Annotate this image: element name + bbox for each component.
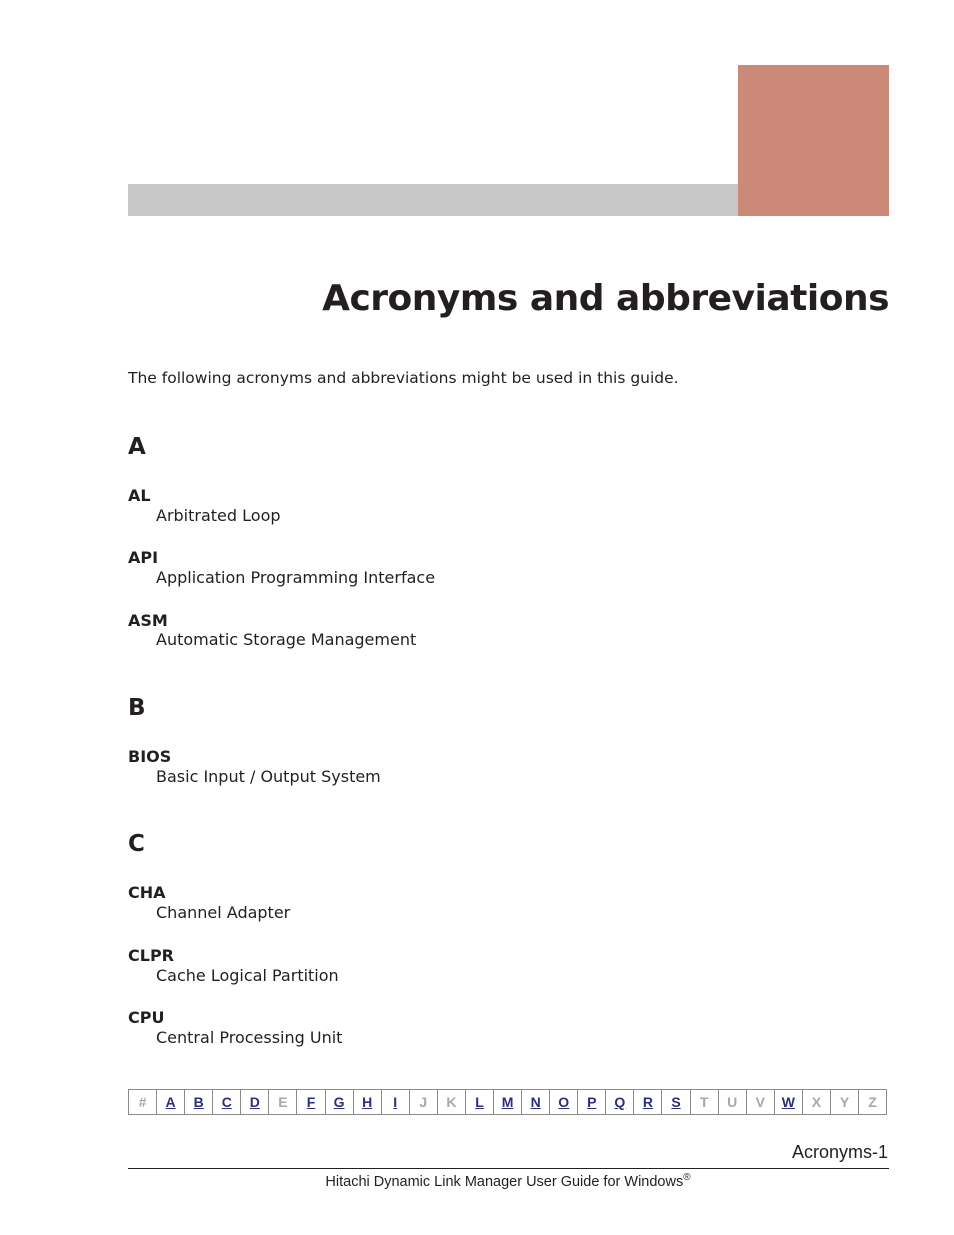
nav-letter-v: V (747, 1090, 775, 1114)
acronym-term: BIOS (128, 747, 172, 766)
acronym-definition: Arbitrated Loop (156, 506, 281, 525)
nav-letter-n[interactable]: N (522, 1090, 550, 1114)
acronym-definition: Basic Input / Output System (156, 767, 381, 786)
header-accent-block (738, 65, 889, 216)
acronym-term: CHA (128, 883, 166, 902)
nav-letter-e: E (269, 1090, 297, 1114)
nav-letter-x: X (803, 1090, 831, 1114)
section-letter-b: B (128, 695, 146, 721)
nav-letter-c[interactable]: C (213, 1090, 241, 1114)
alphabet-index-nav (128, 1089, 887, 1115)
nav-letter-f[interactable]: F (297, 1090, 325, 1114)
acronym-term: AL (128, 486, 151, 505)
nav-letter-k: K (438, 1090, 466, 1114)
footer-divider (128, 1168, 889, 1169)
footer-guide-title (0, 1172, 954, 1190)
nav-letter-h[interactable]: H (354, 1090, 382, 1114)
header-gray-bar (128, 184, 738, 216)
intro-paragraph: The following acronyms and abbreviations might be used in this guide. (128, 369, 679, 387)
nav-letter-t: T (691, 1090, 719, 1114)
nav-letter-a[interactable]: A (157, 1090, 185, 1114)
nav-letter-u: U (719, 1090, 747, 1114)
nav-letter-hash: # (129, 1090, 157, 1114)
nav-letter-p[interactable]: P (578, 1090, 606, 1114)
nav-letter-l[interactable]: L (466, 1090, 494, 1114)
nav-letter-j: J (410, 1090, 438, 1114)
acronym-definition: Application Programming Interface (156, 568, 436, 587)
section-letter-c: C (128, 831, 145, 857)
acronym-definition: Cache Logical Partition (156, 966, 339, 985)
nav-letter-g[interactable]: G (326, 1090, 354, 1114)
nav-letter-w[interactable]: W (775, 1090, 803, 1114)
nav-letter-r[interactable]: R (634, 1090, 662, 1114)
nav-letter-m[interactable]: M (494, 1090, 522, 1114)
acronym-term: CPU (128, 1008, 165, 1027)
page-title: Acronyms and abbreviations (322, 278, 889, 319)
registered-trademark: ® (683, 1172, 691, 1183)
nav-letter-o[interactable]: O (550, 1090, 578, 1114)
nav-letter-y: Y (831, 1090, 859, 1114)
acronym-term: API (128, 548, 159, 567)
nav-letter-d[interactable]: D (241, 1090, 269, 1114)
nav-letter-b[interactable]: B (185, 1090, 213, 1114)
acronym-term: ASM (128, 611, 168, 630)
nav-letter-s[interactable]: S (662, 1090, 690, 1114)
footer-guide-title-text: Hitachi Dynamic Link Manager User Guide for Windows (325, 1173, 684, 1190)
nav-letter-i[interactable]: I (382, 1090, 410, 1114)
acronym-definition: Central Processing Unit (156, 1028, 343, 1047)
acronym-term: CLPR (128, 946, 174, 965)
page-number: Acronyms-1 (791, 1142, 888, 1162)
nav-letter-q[interactable]: Q (606, 1090, 634, 1114)
acronym-definition: Channel Adapter (156, 903, 291, 922)
section-letter-a: A (128, 434, 146, 460)
nav-letter-z: Z (868, 1094, 877, 1110)
acronym-definition: Automatic Storage Management (156, 630, 417, 649)
